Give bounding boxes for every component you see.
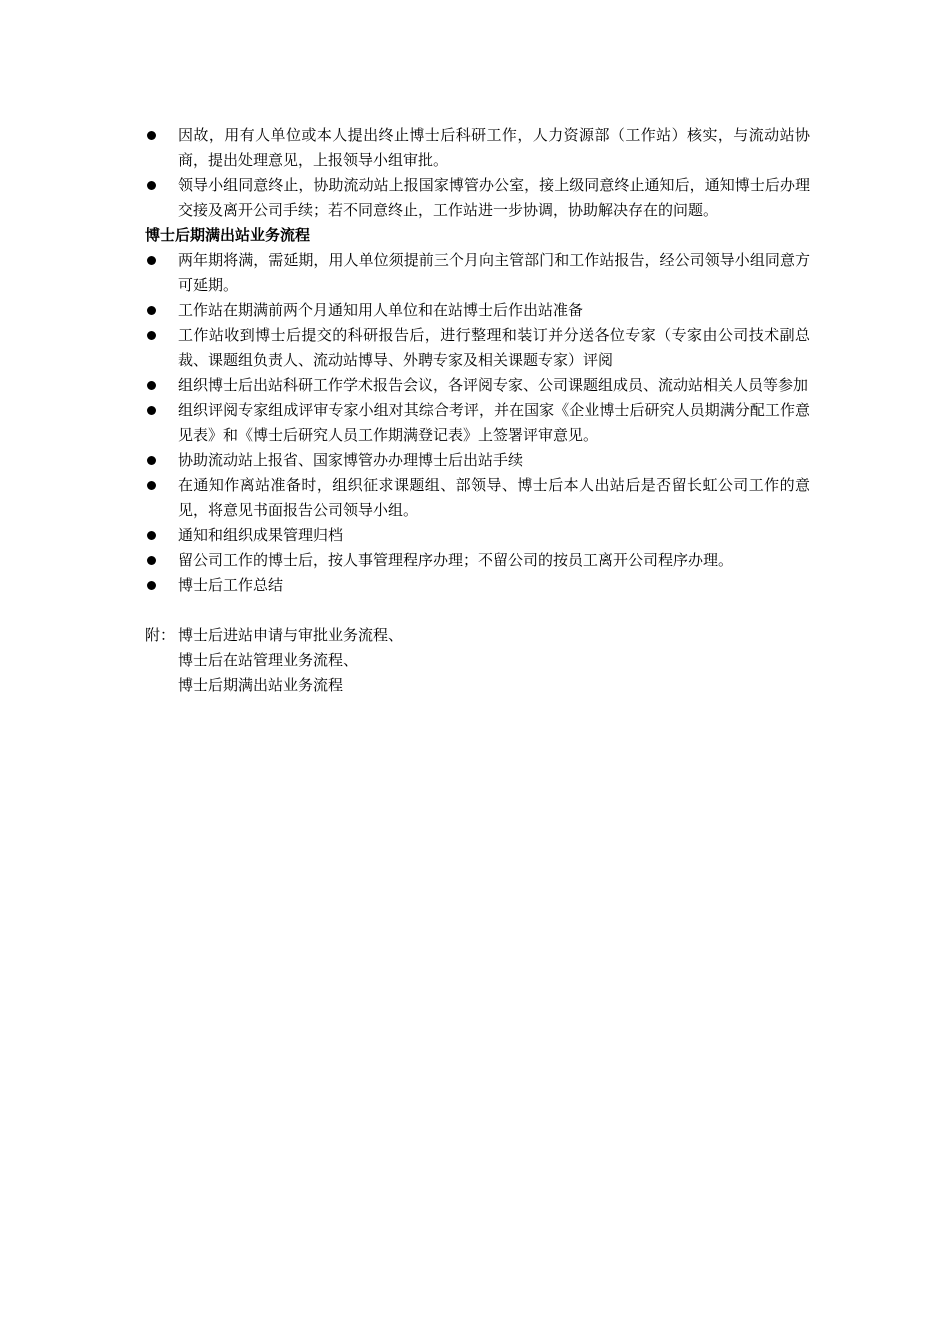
list-item-text: 通知和组织成果管理归档 bbox=[178, 526, 344, 544]
list-item-text: 博士后工作总结 bbox=[178, 576, 284, 594]
list-item bbox=[145, 323, 810, 373]
list-item bbox=[145, 398, 810, 448]
list-item bbox=[145, 523, 810, 548]
list-item-text: 工作站收到博士后提交的科研报告后，进行整理和装订并分送各位专家（专家由公司技术副总裁、课题组负责人、流动站博导、外聘专家及相关课题专家）评阅 bbox=[178, 326, 810, 369]
attachment-label: 附： bbox=[145, 626, 176, 644]
list-item bbox=[145, 298, 810, 323]
section-heading: 博士后期满出站业务流程 bbox=[145, 226, 311, 244]
list-item-text: 两年期将满，需延期，用人单位须提前三个月向主管部门和工作站报告，经公司领导小组同意方可延期。 bbox=[178, 251, 810, 294]
bullet-icon bbox=[147, 481, 156, 490]
intro-bullet-list bbox=[145, 123, 810, 223]
list-item-text: 领导小组同意终止，协助流动站上报国家博管办公室，接上级同意终止通知后，通知博士后办理交接及离开公司手续；若不同意终止，工作站进一步协调，协助解决存在的问题。 bbox=[178, 176, 810, 219]
attachment-list bbox=[178, 623, 403, 698]
bullet-icon bbox=[147, 181, 156, 190]
list-item bbox=[145, 123, 810, 173]
attachment-item: 博士后进站申请与审批业务流程、 bbox=[178, 626, 404, 644]
attachment-row bbox=[145, 623, 810, 698]
list-item-text: 因故，用有人单位或本人提出终止博士后科研工作，人力资源部（工作站）核实，与流动站协商，提出处理意见，上报领导小组审批。 bbox=[178, 126, 810, 169]
bullet-icon bbox=[147, 456, 156, 465]
list-item-text: 组织博士后出站科研工作学术报告会议，各评阅专家、公司课题组成员、流动站相关人员等参加 bbox=[178, 376, 809, 394]
list-item-text: 留公司工作的博士后，按人事管理程序办理；不留公司的按员工离开公司程序办理。 bbox=[178, 551, 734, 569]
attachment-item: 博士后期满出站业务流程 bbox=[178, 676, 344, 694]
bullet-icon bbox=[147, 131, 156, 140]
bullet-icon bbox=[147, 331, 156, 340]
list-item bbox=[145, 473, 810, 523]
section-bullet-list bbox=[145, 248, 810, 598]
bullet-icon bbox=[147, 581, 156, 590]
list-item-text: 协助流动站上报省、国家博管办办理博士后出站手续 bbox=[178, 451, 524, 469]
list-item bbox=[145, 548, 810, 573]
list-item bbox=[145, 573, 810, 598]
list-item bbox=[145, 373, 810, 398]
list-item bbox=[145, 173, 810, 223]
document-body bbox=[145, 123, 810, 698]
attachment-item: 博士后在站管理业务流程、 bbox=[178, 651, 359, 669]
list-item-text: 工作站在期满前两个月通知用人单位和在站博士后作出站准备 bbox=[178, 301, 584, 319]
bullet-icon bbox=[147, 406, 156, 415]
bullet-icon bbox=[147, 306, 156, 315]
bullet-icon bbox=[147, 531, 156, 540]
bullet-icon bbox=[147, 556, 156, 565]
bullet-icon bbox=[147, 256, 156, 265]
bullet-icon bbox=[147, 381, 156, 390]
list-item-text: 在通知作离站准备时，组织征求课题组、部领导、博士后本人出站后是否留长虹公司工作的意见，将意见书面报告公司领导小组。 bbox=[178, 476, 810, 519]
list-item-text: 组织评阅专家组成评审专家小组对其综合考评，并在国家《企业博士后研究人员期满分配工作意见表》和《博士后研究人员工作期满登记表》上签署评审意见。 bbox=[178, 401, 810, 444]
list-item bbox=[145, 448, 810, 473]
list-item bbox=[145, 248, 810, 298]
attachment-block bbox=[145, 623, 810, 698]
